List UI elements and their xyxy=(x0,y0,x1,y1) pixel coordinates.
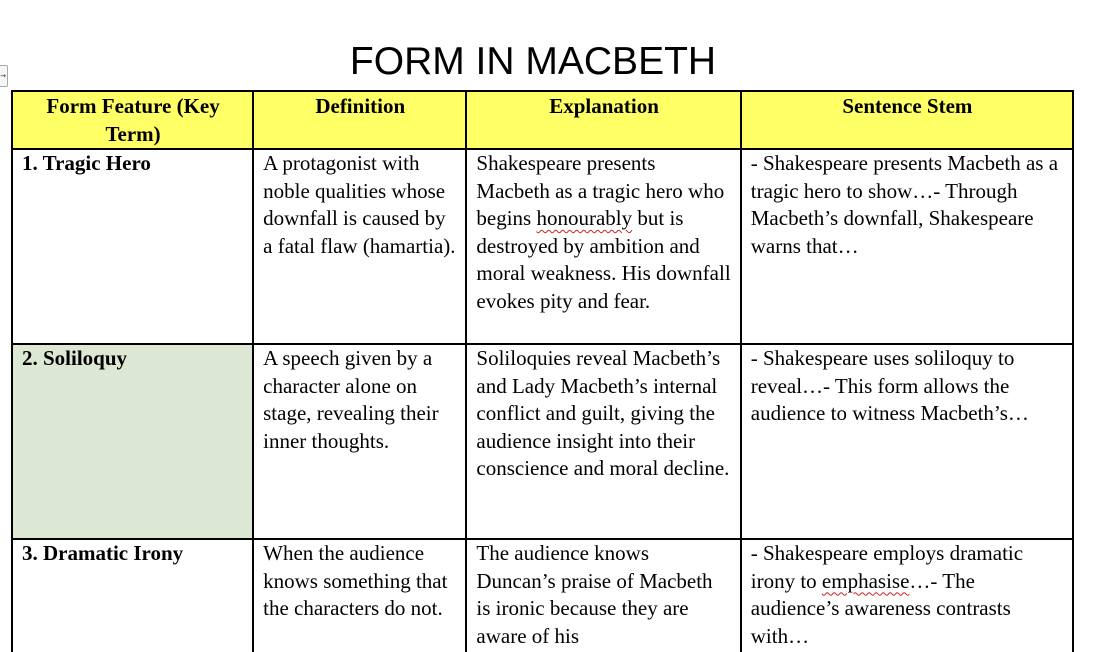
definition-cell[interactable]: A protagonist with noble qualities whose downfall is caused by a fatal flaw (hamartia). xyxy=(253,149,466,344)
spelling-flagged-word[interactable]: honourably xyxy=(536,206,633,230)
header-form-feature: Form Feature (Key Term) xyxy=(12,91,253,149)
definition-cell[interactable]: When the audience knows something that the characters do not. xyxy=(253,539,466,652)
header-explanation: Explanation xyxy=(466,91,740,149)
header-definition: Definition xyxy=(253,91,466,149)
sentence-stem-cell[interactable]: - Shakespeare uses soliloquy to reveal…- This form allows the audience to witness Macbeth’s… xyxy=(741,344,1073,539)
explanation-text: but is destroyed by ambition and moral weakness. His downfall evokes pity and fear. xyxy=(476,206,731,313)
definition-cell[interactable]: A speech given by a character alone on stage, revealing their inner thoughts. xyxy=(253,344,466,539)
stem-text: - Shakespeare employs dramatic irony to xyxy=(750,541,1024,593)
term-cell[interactable]: 3. Dramatic Irony xyxy=(12,539,253,652)
term-cell[interactable]: 1. Tragic Hero xyxy=(12,149,253,344)
explanation-text: Shakespeare presents Macbeth as a tragic hero who begins xyxy=(476,151,725,230)
explanation-cell[interactable] xyxy=(466,149,740,344)
table-move-handle-icon[interactable]: → xyxy=(0,65,8,87)
table-row xyxy=(12,344,1073,539)
page-title: FORM IN MACBETH xyxy=(349,40,717,83)
table-row xyxy=(12,149,1073,344)
form-table xyxy=(11,90,1074,652)
term-cell[interactable]: 2. Soliloquy xyxy=(12,344,253,539)
explanation-cell[interactable]: Soliloquies reveal Macbeth’s and Lady Macbeth’s internal conflict and guilt, giving the audience insight into their conscience and moral decline. xyxy=(466,344,740,539)
spelling-flagged-word[interactable]: emphasise xyxy=(821,568,910,593)
header-sentence-stem: Sentence Stem xyxy=(741,91,1073,149)
sentence-stem-cell[interactable] xyxy=(741,539,1073,652)
table-header-row xyxy=(12,91,1073,149)
stem-text: …- The audience’s awareness contrasts with… xyxy=(750,568,1011,648)
sentence-stem-cell[interactable]: - Shakespeare presents Macbeth as a tragic hero to show…- Through Macbeth’s downfall, Shakespeare warns that… xyxy=(741,149,1073,344)
explanation-cell[interactable]: The audience knows Duncan’s praise of Macbeth is ironic because they are aware of his xyxy=(466,539,740,652)
table-row xyxy=(12,539,1073,652)
